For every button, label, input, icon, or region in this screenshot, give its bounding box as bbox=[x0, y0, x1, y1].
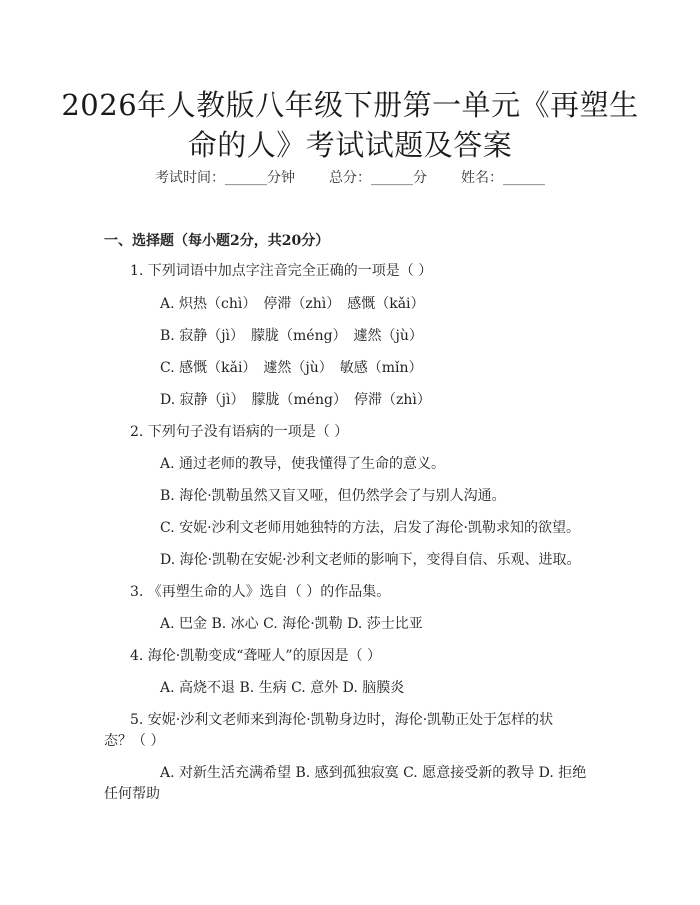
question-2-option-b: B. 海伦·凯勒虽然又盲又哑，但仍然学会了与别人沟通。 bbox=[160, 488, 506, 504]
exam-meta bbox=[0, 168, 700, 188]
question-4-options: A. 高烧不退 B. 生病 C. 意外 D. 脑膜炎 bbox=[160, 680, 405, 696]
exam-title-line-1: 2026年人教版八年级下册第一单元《再塑生 bbox=[61, 88, 639, 122]
exam-title-line-2: 命的人》考试试题及答案 bbox=[187, 128, 513, 162]
question-2-stem: 2. 下列句子没有语病的一项是（ ） bbox=[130, 424, 349, 440]
question-5-stem-line-1: 5. 安妮·沙利文老师来到海伦·凯勒身边时，海伦·凯勒正处于怎样的状 bbox=[130, 712, 554, 728]
question-1-stem: 1. 下列词语中加点字注音完全正确的一项是（ ） bbox=[130, 263, 433, 279]
question-1-option-a: A. 炽热（chì） 停滞（zhì） 感慨（kǎi） bbox=[160, 296, 425, 312]
exam-time: 考试时间：______分钟 bbox=[155, 170, 295, 186]
student-name: 姓名：______ bbox=[461, 170, 545, 186]
exam-total-score: 总分：______分 bbox=[329, 170, 427, 186]
question-2-option-d: D. 海伦·凯勒在安妮·沙利文老师的影响下，变得自信、乐观、进取。 bbox=[160, 552, 581, 568]
question-2-option-c: C. 安妮·沙利文老师用她独特的方法，启发了海伦·凯勒求知的欲望。 bbox=[160, 520, 581, 536]
question-1-option-c: C. 感慨（kǎi） 遽然（jù） 敏感（mǐn） bbox=[160, 360, 423, 376]
question-2-option-a: A. 通过老师的教导，使我懂得了生命的意义。 bbox=[160, 456, 446, 472]
question-1-option-d: D. 寂静（jì） 朦胧（méng） 停滞（zhì） bbox=[160, 392, 431, 408]
question-5-stem-line-2: 态？（ ） bbox=[104, 733, 165, 749]
question-4-stem: 4. 海伦·凯勒变成“聋哑人”的原因是（ ） bbox=[130, 648, 382, 664]
section-heading-choice: 一、选择题（每小题2分，共20分） bbox=[104, 233, 330, 249]
question-3-options: A. 巴金 B. 冰心 C. 海伦·凯勒 D. 莎士比亚 bbox=[160, 616, 423, 632]
question-5-options-line-2: 任何帮助 bbox=[104, 786, 160, 802]
question-1-option-b: B. 寂静（jì） 朦胧（méng） 遽然（jù） bbox=[160, 328, 423, 344]
question-5-options-line-1: A. 对新生活充满希望 B. 感到孤独寂寞 C. 愿意接受新的教导 D. 拒绝 bbox=[160, 765, 587, 781]
question-3-stem: 3. 《再塑生命的人》选自（ ）的作品集。 bbox=[130, 584, 391, 600]
